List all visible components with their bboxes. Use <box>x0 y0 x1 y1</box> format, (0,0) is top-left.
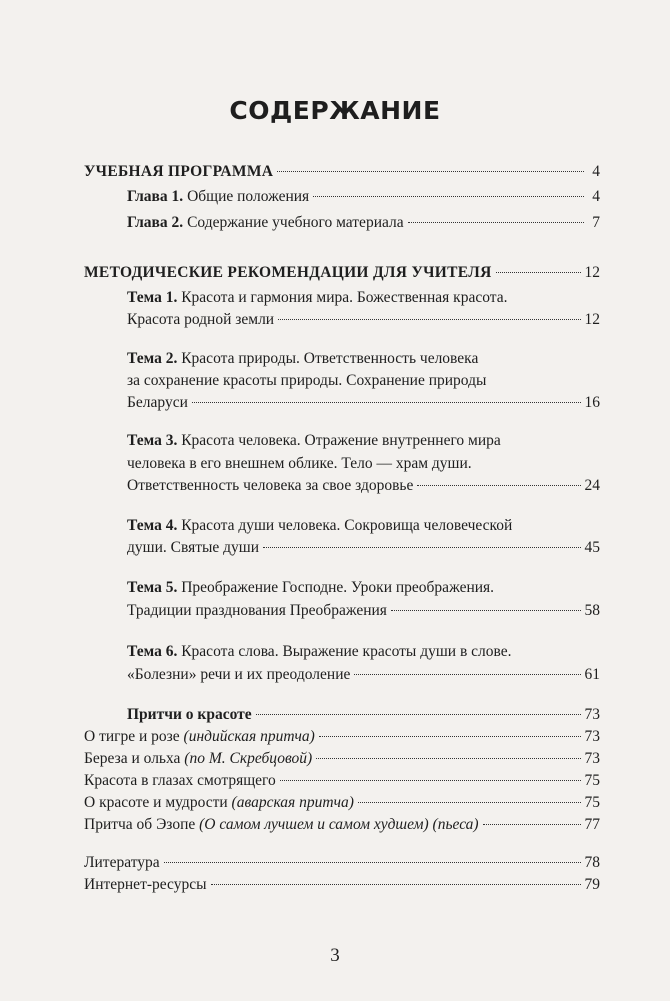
entry-page: 75 <box>584 772 600 789</box>
entry-label: Ответственность человека за свое здоровье <box>127 477 414 494</box>
dot-leader <box>358 802 581 803</box>
toc-entry-t3-line1 <box>127 431 501 451</box>
entry-label: Притча об Эзопе <box>84 816 196 833</box>
page-number: 3 <box>330 945 340 966</box>
entry-label: души. Святые души <box>127 539 260 556</box>
entry-page: 45 <box>584 539 600 556</box>
entry-note: (индийская притча) <box>183 728 315 745</box>
toc-entry-t5 <box>127 601 600 621</box>
toc-entry-t1 <box>127 310 600 330</box>
entry-label: Красота природы. Ответственность человека <box>181 350 479 367</box>
entry-label: УЧЕБНАЯ ПРОГРАММА <box>84 163 274 180</box>
entry-page: 73 <box>584 706 600 723</box>
toc-entry-t4 <box>127 538 600 558</box>
entry-prefix: Глава 2. <box>127 214 184 231</box>
toc-entry-t6-line1 <box>127 642 511 662</box>
toc-entry-p2 <box>84 749 600 769</box>
entry-prefix: Тема 1. <box>127 289 178 306</box>
entry-page: 16 <box>584 394 600 411</box>
entry-page: 12 <box>584 264 600 281</box>
toc-entry-p4 <box>84 793 600 813</box>
entry-label: Береза и ольха <box>84 750 181 767</box>
toc-entry-p1 <box>84 727 600 747</box>
toc-entry-parables <box>127 705 600 725</box>
entry-label: «Болезни» речи и их преодоление <box>127 666 351 683</box>
dot-leader <box>496 272 581 273</box>
entry-note: (аварская притча) <box>231 794 354 811</box>
dot-leader <box>408 222 584 223</box>
entry-prefix: Тема 2. <box>127 350 178 367</box>
entry-label: Традиции празднования Преображения <box>127 602 387 619</box>
toc-entry-methods <box>84 263 600 283</box>
toc-entry-t2-line1 <box>127 349 478 369</box>
entry-page: 12 <box>584 311 600 328</box>
entry-page: 75 <box>584 794 600 811</box>
entry-page: 61 <box>584 666 600 683</box>
entry-label: Красота человека. Отражение внутреннего мира <box>181 432 501 449</box>
entry-label: Притчи о красоте <box>127 706 252 723</box>
entry-label: Красота родной земли <box>127 311 275 328</box>
entry-label: О тигре и розе <box>84 728 180 745</box>
entry-label: Общие положения <box>187 188 310 205</box>
toc-entry-t3-line2: человека в его внешнем облике. Тело — храм души. <box>127 455 472 472</box>
dot-leader <box>256 714 581 715</box>
dot-leader <box>164 862 581 863</box>
toc-entry-t3 <box>127 476 600 496</box>
dot-leader <box>313 196 584 197</box>
dot-leader <box>278 319 580 320</box>
toc-entry-ch1 <box>127 187 600 207</box>
entry-page: 4 <box>592 163 600 180</box>
entry-note: (по М. Скребцовой) <box>184 750 313 767</box>
entry-page: 78 <box>584 854 600 871</box>
dot-leader <box>319 736 581 737</box>
toc-entry-ch2 <box>127 213 600 233</box>
dot-leader <box>391 610 581 611</box>
toc-entry-p5 <box>84 815 600 835</box>
toc-entry-t2-line2: за сохранение красоты природы. Сохранение природы <box>127 372 487 389</box>
entry-page: 24 <box>584 477 600 494</box>
entry-note: (О самом лучшем и самом худшем) (пьеса) <box>199 816 479 833</box>
toc-entry-p3 <box>84 771 600 791</box>
entry-label: Красота в глазах смотрящего <box>84 772 276 789</box>
entry-page: 79 <box>584 876 600 893</box>
toc-entry-t1-line1 <box>127 288 507 308</box>
entry-label: Содержание учебного материала <box>187 214 404 231</box>
dot-leader <box>417 485 580 486</box>
entry-label: Красота души человека. Сокровища человеческой <box>181 517 513 534</box>
toc-entry-t4-line1 <box>127 516 512 536</box>
entry-prefix: Тема 5. <box>127 579 178 596</box>
entry-label: Интернет-ресурсы <box>84 876 207 893</box>
toc-entry-t6 <box>127 665 600 685</box>
entry-label: МЕТОДИЧЕСКИЕ РЕКОМЕНДАЦИИ ДЛЯ УЧИТЕЛЯ <box>84 264 492 281</box>
entry-label: Красота и гармония мира. Божественная красота. <box>181 289 508 306</box>
dot-leader <box>316 758 580 759</box>
dot-leader <box>192 402 581 403</box>
entry-prefix: Тема 6. <box>127 643 178 660</box>
entry-label: О красоте и мудрости <box>84 794 228 811</box>
dot-leader <box>263 547 580 548</box>
dot-leader <box>483 824 581 825</box>
page-title: СОДЕРЖАНИЕ <box>229 96 441 125</box>
toc-entry-t2 <box>127 393 600 413</box>
entry-page: 73 <box>584 750 600 767</box>
toc-entry-web <box>84 875 600 895</box>
entry-label: Преображение Господне. Уроки преображения. <box>181 579 495 596</box>
entry-prefix: Глава 1. <box>127 188 184 205</box>
toc-entry-program <box>84 162 600 182</box>
entry-label: Красота слова. Выражение красоты души в слове. <box>181 643 512 660</box>
dot-leader <box>277 171 584 172</box>
entry-prefix: Тема 3. <box>127 432 178 449</box>
toc-entry-literature <box>84 853 600 873</box>
entry-prefix: Тема 4. <box>127 517 178 534</box>
entry-page: 58 <box>584 602 600 619</box>
dot-leader <box>211 884 581 885</box>
entry-label: Литература <box>84 854 160 871</box>
entry-page: 7 <box>592 214 600 231</box>
entry-page: 77 <box>584 816 600 833</box>
entry-label: Беларуси <box>127 394 188 411</box>
dot-leader <box>354 674 580 675</box>
dot-leader <box>280 780 581 781</box>
toc-entry-t5-line1 <box>127 578 494 598</box>
entry-page: 73 <box>584 728 600 745</box>
entry-page: 4 <box>592 188 600 205</box>
